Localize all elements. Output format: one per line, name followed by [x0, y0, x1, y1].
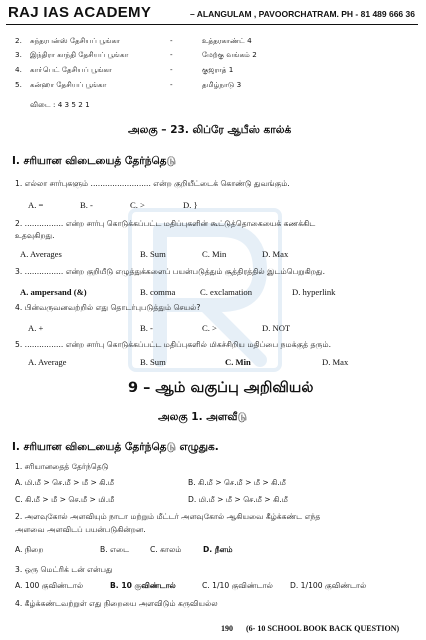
- option-d: D. }: [183, 200, 198, 210]
- option-d: D. 1/100 குவிண்டால்: [290, 581, 367, 590]
- question-text: 3. ................ என்ற குறியீடு எழுத்துக்களைப் பயன்படுத்தும் சூத்திரத்தில் இடம்பெறுகிறது.: [15, 267, 325, 276]
- option-d: D. Max: [262, 249, 289, 259]
- option-a: A. Averages: [20, 249, 62, 259]
- match-left: இந்திரா காந்தி தேசியப் பூங்கா: [30, 50, 129, 59]
- academy-address: – ALANGULAM , PAVOORCHATRAM. PH - 81 489 666 36: [190, 9, 415, 19]
- option-c: C. >: [202, 323, 217, 333]
- match-left: காா்பெட் தேசியப் பூங்கா: [30, 65, 112, 74]
- option-c: C. exclamation: [200, 287, 253, 297]
- option-a: A. Average: [28, 357, 67, 367]
- match-num: 2.: [15, 36, 22, 45]
- option-b: B. -: [140, 323, 153, 333]
- option-c: C. 1/10 குவிண்டால்: [202, 581, 273, 590]
- option-b: B. எடை: [100, 545, 130, 554]
- page-number: 190: [221, 624, 233, 633]
- section-heading: I. சரியான விடையைத் தேர்ந்தெடு எழுதுக.: [12, 441, 219, 453]
- option-b: B. comma: [140, 287, 176, 297]
- match-answer: விடை : 4 3 5 2 1: [30, 100, 90, 109]
- question-text: 4. பின்வருவனவற்றில் எது தொடர்புபடுத்தும் செயல்?: [15, 303, 201, 312]
- option-c: C. காலம்: [150, 545, 182, 554]
- unit-title: அலகு – 23. லிப்ரே ஆபீஸ் கால்க்: [128, 124, 292, 136]
- question-text-cont: அளவை அளவிடப் பயன்படுகின்றன.: [15, 525, 146, 534]
- question-text: 2. அளவுகோல் அளவியும் நாடா மற்றும் மீட்டர் அளவுகோல் ஆகியவை கீழ்க்கண்ட எந்த: [15, 512, 321, 521]
- academy-name: RAJ IAS ACADEMY: [8, 4, 152, 21]
- option-c: C. Min: [225, 357, 251, 367]
- match-right: தமிழ்நாடு 3: [202, 80, 242, 89]
- match-right: குஜராத் 1: [202, 65, 234, 74]
- option-c: C. கி.மீ > மீ > செ.மீ > மி.மீ: [15, 495, 115, 504]
- page-footer: [0, 624, 426, 638]
- match-left: சுந்தரபன்ஸ் தேசியப் பூங்கா: [30, 36, 120, 45]
- unit-title: அலகு 1. அளவீடு: [158, 411, 247, 423]
- match-num: 5.: [15, 80, 22, 89]
- question-text: 1. எல்லா சார்புகளும் ......................... என்ற குறியீட்டைக் கொண்டு துவங்கும்.: [15, 179, 290, 188]
- question-text: 3. ஒரு மெட்ரிக் டன் என்பது: [15, 565, 113, 574]
- match-right: மேற்கு வங்கம் 2: [202, 50, 257, 59]
- footer-label: (6- 10 SCHOOL BOOK BACK QUESTION): [246, 624, 400, 633]
- match-right: உத்தரகாண்ட் 4: [202, 36, 252, 45]
- page-header: [6, 4, 418, 25]
- match-num: 4.: [15, 65, 22, 74]
- option-a: A. மி.மீ > செ.மீ > மீ > கி.மீ: [15, 478, 115, 487]
- option-b: B. Sum: [140, 357, 166, 367]
- option-c: C. >: [130, 200, 145, 210]
- section-heading: I. சரியான விடையைத் தேர்ந்தெடு: [12, 155, 176, 167]
- option-c: C. Min: [202, 249, 227, 259]
- option-a: A. 100 குவிண்டால்: [15, 581, 84, 590]
- question-text: 1. சரியானதைத் தேர்ந்தெடு: [15, 462, 109, 471]
- match-dash: -: [170, 50, 173, 59]
- question-text: 2. ................ என்ற சார்பு கொடுக்கப்பட்ட மதிப்புகளின் கூட்டுத்தொகையைக் கணக்கிட: [15, 219, 316, 228]
- match-left: கன்ஹா தேசியப் பூங்கா: [30, 80, 107, 89]
- option-b: B. -: [80, 200, 93, 210]
- question-text-cont: உதவுகிறது.: [15, 231, 55, 240]
- match-num: 3.: [15, 50, 22, 59]
- option-b: B. Sum: [140, 249, 166, 259]
- option-d: D. நீளம்: [203, 545, 233, 554]
- option-a: A. ampersand (&): [20, 287, 87, 297]
- question-text: 5. ................ என்ற சார்பு கொடுக்கப்பட்ட மதிப்புகளில் மிகச்சிறிய மதிப்பை நமக்குத் தரும்.: [15, 340, 331, 349]
- chapter-title: 9 – ஆம் வகுப்பு அறிவியல்: [128, 380, 314, 396]
- question-text: 4. கீழ்க்கண்டவற்றுள் எது நிறையை அளவிடும் கருவியல்ல: [15, 599, 218, 608]
- option-a: A. நிறை: [15, 545, 44, 554]
- option-a: A. +: [28, 323, 44, 333]
- match-dash: -: [170, 36, 173, 45]
- match-dash: -: [170, 65, 173, 74]
- option-d: D. NOT: [262, 323, 291, 333]
- match-dash: -: [170, 80, 173, 89]
- option-a: A. =: [28, 200, 44, 210]
- option-b: B. 10 குவிண்டால்: [110, 581, 176, 590]
- option-d: D. Max: [322, 357, 349, 367]
- option-d: D. மி.மீ > மீ > செ.மீ > கி.மீ: [188, 495, 288, 504]
- option-b: B. கி.மீ > செ.மீ > மீ > கி.மீ: [188, 478, 286, 487]
- option-d: D. hyperlink: [292, 287, 336, 297]
